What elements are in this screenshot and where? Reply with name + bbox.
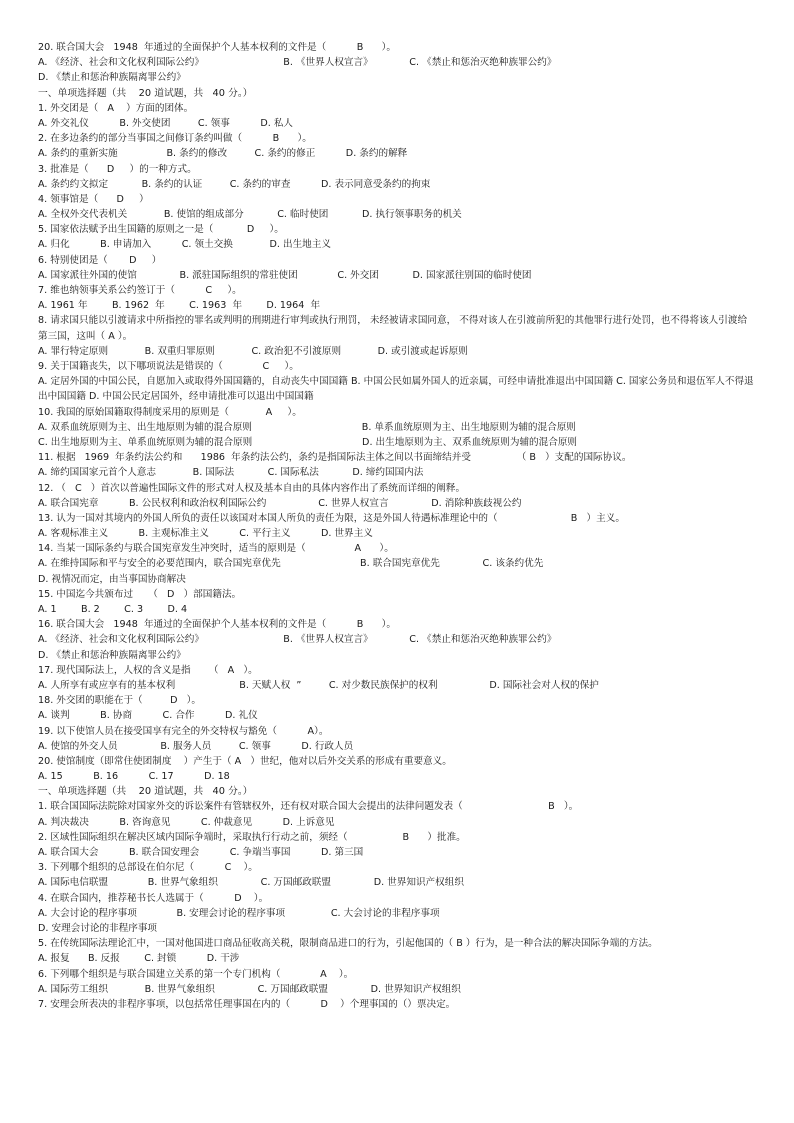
option-line: A. 联合国大会 B. 联合国安理会 C. 争端当事国 D. 第三国	[38, 847, 364, 858]
question-line: 3. 批准是（ D ）的一种方式。	[38, 163, 197, 175]
option-line: D. 安理会讨论的非程序事项	[38, 922, 158, 934]
question-line: 13. 认为一国对其境内的外国人所负的责任以该国对本国人所负的责任为限，这是外国人待遇标准理论中的（ B ）主义。	[38, 512, 625, 524]
option-line: A. 1961 年 B. 1962 年 C. 1963 年 D. 1964 年	[38, 300, 321, 312]
option-line: D. 《禁止和惩治种族隔离罪公约》	[38, 649, 186, 661]
option-line: A. 双系血统原则为主、出生地原则为辅的混合原则 B. 单系血统原则为主、出生地原则为辅的混合原则	[38, 421, 576, 433]
option-line: A. 报复 B. 反报 C. 封锁 D. 干涉	[38, 953, 240, 965]
option-line: A. 国家派往外国的使馆 B. 派驻国际组织的常驻使团 C. 外交团 D. 国家派往别国的临时使团	[38, 269, 532, 281]
question-line: 11. 根据 1969 年条约法公约和 1986 年条约法公约，条约是指国际法主体之间以书面缔结并受 （ B ）支配的国际协议。	[38, 452, 632, 464]
option-line: A. 全权外交代表机关 B. 使馆的组成部分 C. 临时使团 D. 执行领事职务的机关	[38, 209, 462, 221]
question-line: 18. 外交团的职能在于（ D ）。	[38, 695, 202, 707]
option-line: A. 《经济、社会和文化权利国际公约》 B. 《世界人权宣言》 C. 《禁止和惩治灭绝种族罪公约》	[38, 57, 557, 69]
question-line: 5. 国家依法赋予出生国籍的原则之一是（ D ）。	[38, 224, 284, 236]
option-line: A. 1 B. 2 C. 3 D. 4	[38, 604, 188, 615]
question-line: 3. 下列哪个组织的总部设在伯尔尼（ C ）。	[38, 862, 258, 874]
option-line: C. 出生地原则为主、单系血统原则为辅的混合原则 D. 出生地原则为主、双系血统原则为辅的混合原则	[38, 436, 578, 448]
question-line: 5. 在传统国际法理论汇中，一国对他国进口商品征收高关税，限制商品进口的行为，引起他国的（ B ）行为，是一种合法的解决国际争端的方法。	[38, 938, 658, 950]
option-line: A. 联合国宪章 B. 公民权利和政治权利国际公约 C. 世界人权宣言 D. 消除种族歧视公约	[38, 497, 522, 509]
option-line: A. 缔约国国家元首个人意志 B. 国际法 C. 国际私法 D. 缔约国国内法	[38, 467, 424, 479]
section-heading: 一、单项选择题（共 20 道试题，共 40 分。）	[38, 87, 253, 99]
option-line: A. 客观标准主义 B. 主观标准主义 C. 平行主义 D. 世界主义	[38, 528, 373, 540]
question-line: 14. 当某一国际条约与联合国宪章发生冲突时，适当的原则是（ A ）。	[38, 543, 394, 555]
question-line: 7. 安理会所表决的非程序事项，以包括常任理事国在内的（ D ）个理事国的（）票决定。	[38, 998, 456, 1010]
question-line: 8. 请求国只能以引渡请求中所指控的罪名或判明的刑期进行审判或执行刑罚， 未经被请求国同意， 不得对该人在引渡前所犯的其他罪行进行处罚，也不得将该人引渡给第三国，这叫（ A ）。	[38, 315, 748, 342]
option-line: A. 15 B. 16 C. 17 D. 18	[38, 771, 230, 783]
option-line: D. 《禁止和惩治种族隔离罪公约》	[38, 72, 186, 84]
question-line: 6. 下列哪个组织是与联合国建立关系的第一个专门机构（ A ）。	[38, 968, 354, 980]
question-line: 1. 联合国国际法院除对国家外交的诉讼案件有管辖权外，还有权对联合国大会提出的法律问题发表（ B ）。	[38, 801, 579, 813]
section-heading: 一、单项选择题（共 20 道试题，共 40 分。）	[38, 786, 253, 798]
question-line: 4. 领事馆是（ D ）	[38, 193, 149, 205]
option-line: A. 国际电信联盟 B. 世界气象组织 C. 万国邮政联盟 D. 世界知识产权组织	[38, 877, 464, 889]
question-line: 20. 使馆制度（即常住使团制度 ）产生于（ A ）世纪，他对以后外交关系的形成有重要意义。	[38, 755, 452, 767]
option-line: A. 国际劳工组织 B. 世界气象组织 C. 万国邮政联盟 D. 世界知识产权组织	[38, 983, 461, 995]
question-line: 2. 在多边条约的部分当事国之间修订条约叫做（ B ）。	[38, 133, 312, 145]
option-line: A. 判决裁决 B. 咨询意见 C. 仲裁意见 D. 上诉意见	[38, 816, 335, 828]
option-line: A. 大会讨论的程序事项 B. 安理会讨论的程序事项 C. 大会讨论的非程序事项	[38, 907, 440, 919]
option-line: A. 定居外国的中国公民，自愿加入或取得外国国籍的，自动丧失中国国籍 B. 中国公民如属外国人的近亲属，可经申请批准退出中国国籍 C. 国家公务员和退伍军人不得退出中国国籍 D. 中国公民定居国外，经申请批准可以退出中国国籍	[38, 376, 754, 403]
option-line: A. 谈判 B. 协商 C. 合作 D. 礼仪	[38, 710, 258, 722]
question-line: 2. 区域性国际组织在解决区域内国际争端时，采取执行行动之前，须经（ B ）批准。	[38, 831, 466, 843]
option-line: A. 人所享有或应享有的基本权利 B. 天赋人权 ” C. 对少数民族保护的权利 D. 国际社会对人权的保护	[38, 679, 599, 691]
question-line: 7. 维也纳领事关系公约签订于（ C ）。	[38, 285, 242, 296]
question-line: 15. 中国迄今共颁布过 （ D ）部国籍法。	[38, 588, 242, 600]
option-line: A. 外交礼仪 B. 外交使团 C. 领事 D. 私人	[38, 117, 294, 129]
question-line: 17. 现代国际法上，人权的含义是指 （ A ）。	[38, 664, 258, 676]
question-line: 19. 以下使馆人员在接受国享有完全的外交特权与豁免（ A）。	[38, 725, 329, 737]
question-line: 10. 我国的原始国籍取得制度采用的原则是（ A ）。	[38, 406, 302, 418]
option-line: A. 在维持国际和平与安全的必要范围内，联合国宪章优先 B. 联合国宪章优先 C. 该条约优先	[38, 558, 544, 570]
question-line: 4. 在联合国内，推荐秘书长人选属于（ D ）。	[38, 892, 269, 904]
option-line: A. 条约的重新实施 B. 条约的修改 C. 条约的修正 D. 条约的解释	[38, 148, 408, 160]
question-line: 9. 关于国籍丧失，以下哪项说法是错误的（ C ）。	[38, 360, 299, 372]
question-line: 6. 特别使团是（ D ）	[38, 254, 162, 266]
option-line: A. 使馆的外交人员 B. 服务人员 C. 领事 D. 行政人员	[38, 740, 354, 752]
option-line: A. 罪行特定原则 B. 双重归罪原则 C. 政治犯不引渡原则 D. 或引渡或起诉原则	[38, 345, 468, 357]
question-line: 12. （ C ）首次以普遍性国际文件的形式对人权及基本自由的具体内容作出了系统而详细的阐释。	[38, 482, 466, 494]
option-line: A. 归化 B. 申请加入 C. 领土交换 D. 出生地主义	[38, 239, 331, 251]
question-line: 20. 联合国大会 1948 年通过的全面保护个人基本权利的文件是（ B ）。	[38, 42, 396, 53]
question-line: 16. 联合国大会 1948 年通过的全面保护个人基本权利的文件是（ B ）。	[38, 619, 396, 631]
option-line: A. 《经济、社会和文化权利国际公约》 B. 《世界人权宣言》 C. 《禁止和惩治灭绝种族罪公约》	[38, 634, 557, 646]
option-line: D. 视情况而定，由当事国协商解决	[38, 573, 186, 585]
question-line: 1. 外交团是（ A ）方面的团体。	[38, 102, 194, 114]
option-line: A. 条约约文拟定 B. 条约的认证 C. 条约的审查 D. 表示同意受条约的拘束	[38, 178, 431, 190]
